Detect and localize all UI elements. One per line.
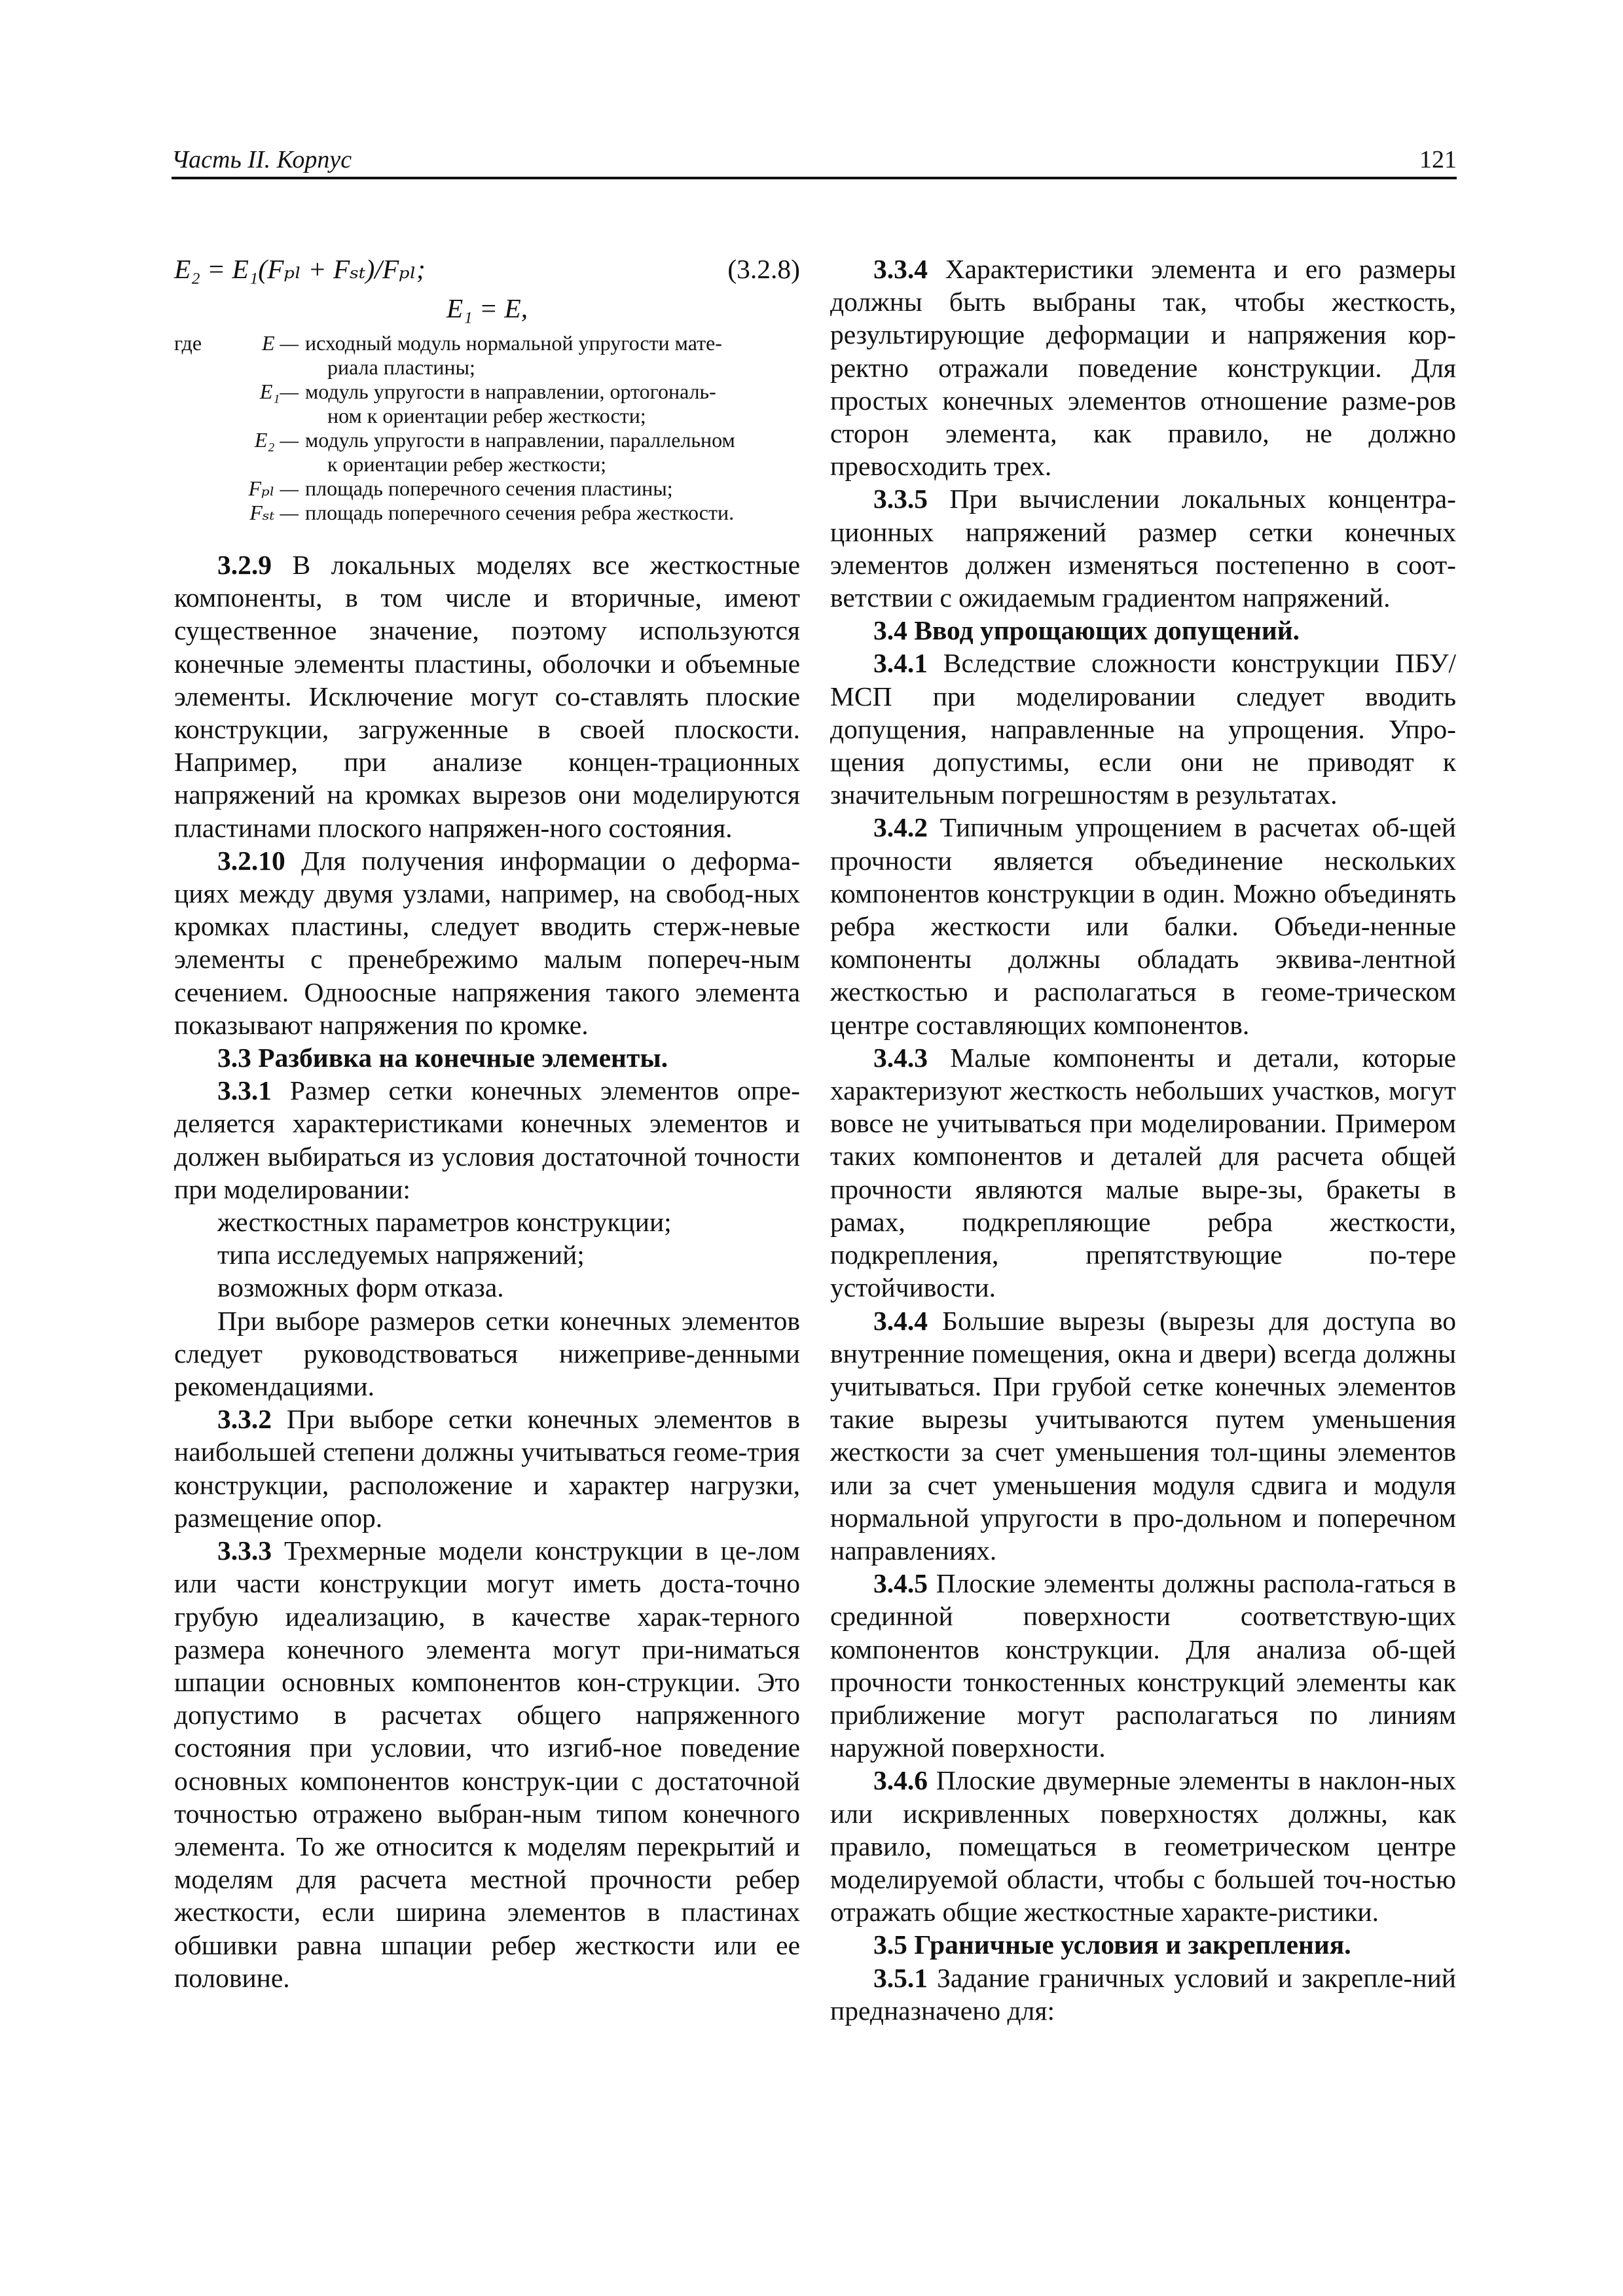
paragraph-text: Задание граничных условий и закрепле-ний предназначено для: (830, 1962, 1456, 2026)
definition-row (174, 331, 800, 380)
paragraph-3-3-2 (174, 1403, 800, 1534)
paragraph-3-4-4 (830, 1304, 1456, 1568)
definition-text (305, 476, 800, 501)
section-title: Часть II. Корпус (172, 146, 352, 173)
definition-line: исходный модуль нормальной упругости мате- (305, 331, 722, 355)
heading-text: 3.3 Разбивка на конечные элементы. (217, 1043, 668, 1073)
paragraph-3-3-1 (174, 1074, 800, 1206)
equation-number: (3.2.8) (727, 254, 800, 284)
clause-number: 3.3.3 (217, 1535, 272, 1566)
paragraph-3-3-3 (174, 1534, 800, 1994)
paragraph-3-3-4 (830, 253, 1456, 482)
definition-line: риала пластины; (327, 355, 475, 379)
paragraph-3-4-1 (830, 647, 1456, 811)
right-column (830, 253, 1456, 2027)
equation-text: E₂ = E₁(Fₚₗ + Fₛₜ)/Fₚₗ; (174, 254, 426, 284)
paragraph-3-4-2 (830, 811, 1456, 1041)
paragraph-3-5-1 (830, 1962, 1456, 2027)
definition-symbol: E₁— (259, 380, 299, 403)
paragraph-3-3-5 (830, 482, 1456, 614)
clause-number: 3.3.4 (873, 254, 928, 284)
clause-number: 3.3.5 (873, 484, 928, 514)
paragraph-text: Типичным упрощением в расчетах об-щей прочности является объединение нескольких компонентов конструкции в один. Можно объединять ребра жесткости или балки. Объеди-ненные компоненты должны обладать эквива-лентной жесткостью и располагаться в геоме-трическом центре составляющих компонентов. (830, 812, 1456, 1040)
clause-number: 3.3.2 (217, 1404, 272, 1435)
paragraph-text: Большие вырезы (вырезы для доступа во внутренние помещения, окна и двери) всегда должны учитываться. При грубой сетке конечных элементов такие вырезы учитываются путем уменьшения жесткости за счет уменьшения тол-щины элементов или за счет уменьшения модуля сдвига и модуля нормальной упругости в про-дольном и поперечном направлениях. (830, 1305, 1456, 1566)
paragraph-3-4-6 (830, 1764, 1456, 1928)
paragraph-text: Плоские двумерные элементы в наклон-ных или искривленных поверхностях должны, как правило, помещаться в геометрическом центре моделируемой области, чтобы с большей точ-ностью отражать общие жесткостные характе-ристики. (830, 1765, 1456, 1928)
definition-line: модуль упругости в направлении, параллельном (305, 428, 735, 452)
clause-number: 3.3.1 (217, 1075, 272, 1106)
section-heading-3-4 (830, 614, 1456, 647)
definition-row (174, 380, 800, 428)
paragraph-text: Для получения информации о деформа-циях между двумя узлами, например, на свобод-ных кромках пластины, следует вводить стерж-невые элементы с пренебрежимо малым попереч-ным сечением. Одноосные напряжения такого элемента показывают напряжения по кромке. (174, 845, 801, 1040)
definition-text (305, 331, 800, 380)
equation-3-2-8 (174, 253, 800, 287)
definition-line: площадь поперечного сечения пластины; (305, 476, 673, 500)
paragraph-3-2-9 (174, 548, 800, 844)
clause-number: 3.2.10 (217, 845, 285, 876)
definition-line: модуль упругости в направлении, ортогональ- (305, 380, 716, 403)
paragraph-3-4-3 (830, 1041, 1456, 1304)
list-item: возможных форм отказа. (217, 1272, 504, 1303)
definition-line: ном к ориентации ребер жесткости; (327, 404, 646, 427)
definition-row (174, 501, 800, 525)
left-column (174, 253, 800, 1994)
definition-line: к ориентации ребер жесткости; (327, 452, 607, 476)
paragraph-3-2-10 (174, 844, 800, 1041)
clause-number: 3.2.9 (217, 550, 272, 580)
paragraph-text: Характеристики элемента и его размеры должны быть выбраны так, чтобы жесткость, результирующие деформации и напряжения кор-ректно отражали поведение конструкции. Для простых конечных элементов отношение разме-ров сторон элемента, как правило, не должно превосходить трех. (830, 254, 1456, 482)
clause-number: 3.4.6 (873, 1765, 928, 1796)
paragraph-text: В локальных моделях все жесткостные компоненты, в том числе и вторичные, имеют существенное значение, поэтому используются конечные элементы пластины, оболочки и объемные элементы. Исключение могут со-ставлять плоские конструкции, загруженные в своей плоскости. Например, при анализе концен-трационных напряжений на кромках вырезов они моделируются пластинами плоского напряжен-ного состояния. (174, 550, 800, 843)
equation-e1: E₁ = E, (446, 293, 528, 323)
heading-text: 3.4 Ввод упрощающих допущений. (873, 615, 1300, 646)
list-item: жесткостных параметров конструкции; (217, 1207, 672, 1238)
list-item: типа исследуемых напряжений; (217, 1240, 585, 1270)
paragraph-text: Вследствие сложности конструкции ПБУ/МСП при моделировании следует вводить допущения, направленные на упрощения. Упро-щения допустимы, если они не приводят к значительным погрешностям в результатах. (830, 648, 1456, 810)
clause-number: 3.4.1 (873, 648, 928, 679)
definition-symbol: Fₛₜ — (249, 501, 299, 524)
definition-symbol: Fₚₗ — (248, 476, 299, 500)
paragraph-choice: При выборе размеров сетки конечных элементов следует руководствоваться нижеприве-денными рекомендациями. (174, 1305, 800, 1402)
clause-number: 3.5.1 (873, 1962, 928, 1993)
definition-text (305, 428, 800, 476)
clause-number: 3.4.5 (873, 1568, 928, 1599)
section-heading-3-3 (174, 1041, 800, 1074)
page-number: 121 (1419, 146, 1457, 173)
header-rule (172, 177, 1457, 179)
paragraph-text: Размер сетки конечных элементов опре-деляется характеристиками конечных элементов и должен выбираться из условия достаточной точности при моделировании: (174, 1075, 801, 1204)
paragraph-3-4-5 (830, 1567, 1456, 1764)
definition-symbol: E — (262, 331, 299, 355)
clause-number: 3.4.3 (873, 1042, 928, 1073)
definition-text (305, 380, 800, 428)
symbol-definitions (174, 331, 800, 525)
clause-number: 3.4.2 (873, 812, 928, 843)
section-heading-3-5 (830, 1928, 1456, 1961)
running-header (172, 145, 1457, 178)
paragraph-text: При выборе сетки конечных элементов в наибольшей степени должны учитываться геоме-трия конструкции, расположение и характер нагрузки, размещение опор. (174, 1404, 800, 1533)
definition-row (174, 476, 800, 501)
definition-symbol: E₂ — (254, 428, 299, 452)
where-label: где (174, 331, 202, 355)
paragraph-text: Малые компоненты и детали, которые характеризуют жесткость небольших участков, могут вовсе не учитываться при моделировании. Примером таких компонентов и деталей для расчета общей прочности являются малые выре-зы, бракеты в рамах, подкрепляющие ребра жесткости, подкрепления, препятствующие по-тере устойчивости. (830, 1042, 1456, 1303)
definition-text (305, 501, 800, 525)
definition-row (174, 428, 800, 476)
paragraph-text: При вычислении локальных концентра-ционных напряжений размер сетки конечных элементов должен изменяться постепенно в соот-ветствии с ожидаемым градиентом напряжений. (830, 484, 1457, 613)
paragraph-text: Трехмерные модели конструкции в це-лом или части конструкции могут иметь доста-точно грубую идеализацию, в качестве харак-терного размера конечного элемента могут при-ниматься шпации основных компонентов кон-струкции. Это допустимо в расчетах общего напряженного состояния при условии, что изгиб-ное поведение основных компонентов конструк-ции с достаточной точностью отражено выбран-ным типом конечного элемента. То же относится к моделям перекрытий и моделям для расчета местной прочности ребер жесткости, если ширина элементов в пластинах обшивки равна шпации ребер жесткости или ее половине. (174, 1535, 800, 1993)
paragraph-text: Плоские элементы должны распола-гаться в срединной поверхности соответствую-щих компонентов конструкции. Для анализа об-щей прочности тонкостенных конструкций элементы как приближение могут располагаться по линиям наружной поверхности. (830, 1568, 1456, 1763)
heading-text: 3.5 Граничные условия и закрепления. (873, 1929, 1351, 1960)
definition-line: площадь поперечного сечения ребра жесткости. (305, 501, 735, 524)
clause-number: 3.4.4 (873, 1305, 928, 1336)
